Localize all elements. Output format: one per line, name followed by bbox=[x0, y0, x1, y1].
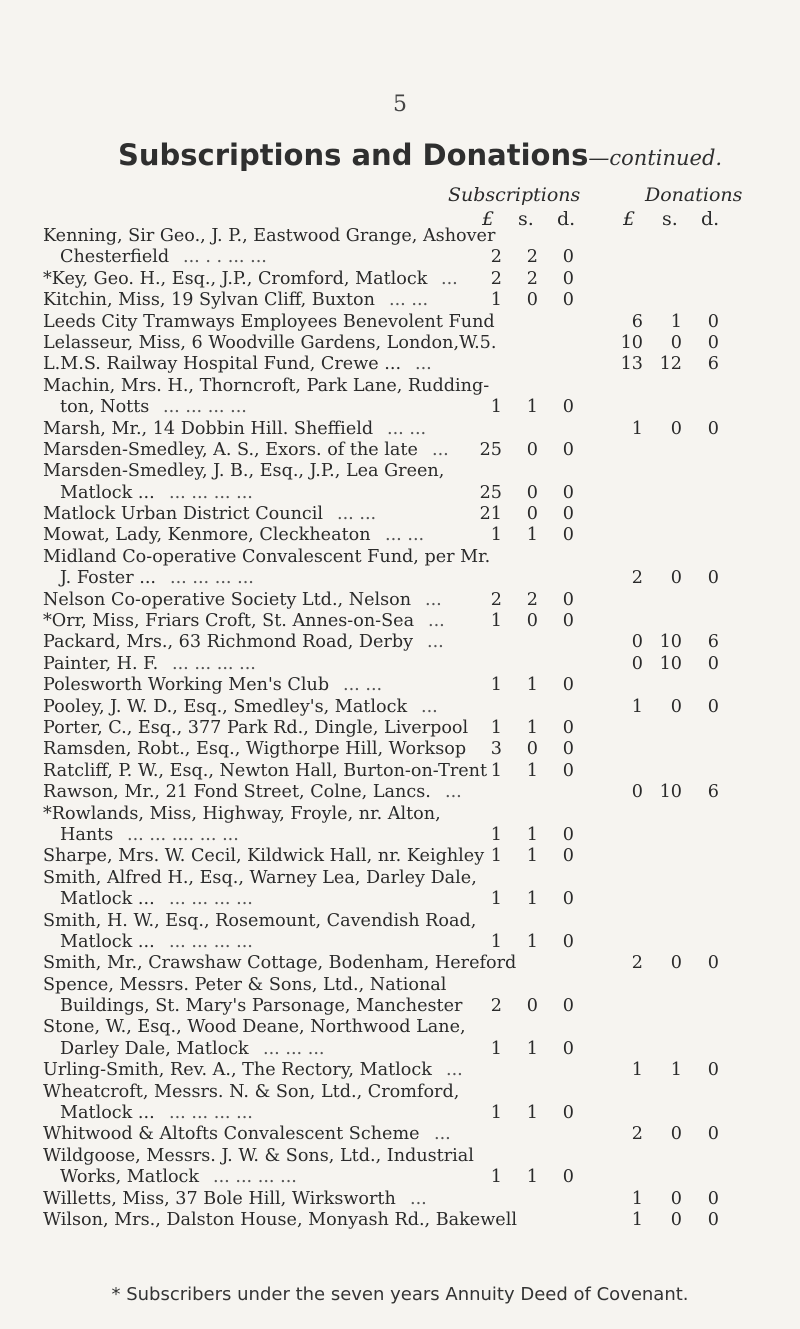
entry-name: Willetts, Miss, 37 Bole Hill, Wirksworth bbox=[43, 1188, 396, 1209]
entry-name: Marsh, Mr., 14 Dobbin Hill. Sheffield bbox=[43, 418, 374, 439]
subscription-pounds: 21 bbox=[479, 504, 502, 525]
entry-name: Kitchin, Miss, 19 Sylvan Cliff, Buxton bbox=[43, 290, 375, 311]
subscription-shillings: 1 bbox=[526, 1038, 538, 1059]
leader-dots: ... ... ... ... bbox=[163, 397, 247, 418]
leader-dots: ... ... bbox=[387, 418, 427, 439]
subscription-pence: 0 bbox=[562, 482, 574, 503]
ledger-row bbox=[0, 868, 800, 889]
donation-shillings: 0 bbox=[670, 1209, 682, 1230]
donation-shillings: 1 bbox=[670, 311, 682, 332]
donation-pounds: 0 bbox=[631, 632, 643, 653]
entry-name: J. Foster ... bbox=[60, 568, 157, 589]
subscription-pounds: 1 bbox=[490, 1103, 502, 1124]
entry-name: Lelasseur, Miss, 6 Woodville Gardens, London,W.5. bbox=[43, 332, 497, 353]
entry-name: Smith, H. W., Esq., Rosemount, Cavendish Road, bbox=[43, 910, 477, 931]
ledger-row bbox=[0, 1017, 800, 1038]
entry-name: Whitwood & Altofts Convalescent Scheme bbox=[43, 1124, 420, 1145]
ledger-row bbox=[0, 547, 800, 568]
subscription-pence: 0 bbox=[562, 889, 574, 910]
donation-pence: 0 bbox=[707, 1209, 719, 1230]
donation-shillings: 0 bbox=[670, 568, 682, 589]
ledger-row bbox=[0, 996, 800, 1017]
leader-dots: ... bbox=[432, 439, 449, 460]
leader-dots: ... bbox=[441, 268, 458, 289]
subscription-pence: 0 bbox=[562, 717, 574, 738]
subscription-pence: 0 bbox=[562, 268, 574, 289]
ledger-row bbox=[0, 911, 800, 932]
entry-name: Matlock ... bbox=[60, 931, 155, 952]
ledger-row bbox=[0, 889, 800, 910]
entry-name: Darley Dale, Matlock bbox=[60, 1038, 249, 1059]
subscription-shillings: 0 bbox=[526, 290, 538, 311]
donation-pounds: 1 bbox=[631, 418, 643, 439]
entry-name: Wildgoose, Messrs. J. W. & Sons, Ltd., Industrial bbox=[43, 1145, 474, 1166]
leader-dots: ... ... ... ... bbox=[170, 568, 254, 589]
donation-shillings: 0 bbox=[670, 332, 682, 353]
leader-dots: ... bbox=[421, 696, 438, 717]
ledger-row bbox=[0, 1060, 800, 1081]
subscription-pence: 0 bbox=[562, 397, 574, 418]
donation-pounds: 2 bbox=[631, 1124, 643, 1145]
entry-name: Ratcliff, P. W., Esq., Newton Hall, Burton-on-Trent bbox=[43, 760, 488, 781]
ledger-row bbox=[0, 1082, 800, 1103]
donation-pounds: 1 bbox=[631, 1188, 643, 1209]
donation-pence: 6 bbox=[707, 782, 719, 803]
subscription-shillings: 2 bbox=[526, 268, 538, 289]
subscription-shillings: 0 bbox=[526, 739, 538, 760]
leader-dots: ... bbox=[410, 1188, 427, 1209]
donation-shillings: 0 bbox=[670, 418, 682, 439]
ledger-row bbox=[0, 1210, 800, 1231]
subscription-pence: 0 bbox=[562, 611, 574, 632]
ledger-row bbox=[0, 718, 800, 739]
subscription-shillings: 1 bbox=[526, 1167, 538, 1188]
subscription-pence: 0 bbox=[562, 290, 574, 311]
entry-name: L.M.S. Railway Hospital Fund, Crewe ... bbox=[43, 354, 402, 375]
ledger-row bbox=[0, 846, 800, 867]
entry-name: Machin, Mrs. H., Thorncroft, Park Lane, Rudding- bbox=[43, 375, 490, 396]
sub-shilling-heading: s. bbox=[518, 208, 534, 230]
leader-dots: ... bbox=[445, 782, 462, 803]
donation-pounds: 1 bbox=[631, 1060, 643, 1081]
subscription-pounds: 25 bbox=[479, 439, 502, 460]
subscription-pounds: 1 bbox=[490, 846, 502, 867]
page-title bbox=[118, 138, 722, 172]
subscription-pence: 0 bbox=[562, 504, 574, 525]
entry-name: Polesworth Working Men's Club bbox=[43, 675, 330, 696]
subscription-pence: 0 bbox=[562, 824, 574, 845]
donation-pence: 6 bbox=[707, 354, 719, 375]
subscription-pounds: 1 bbox=[490, 889, 502, 910]
subscription-pounds: 1 bbox=[490, 397, 502, 418]
ledger-row bbox=[0, 1189, 800, 1210]
donation-pounds: 6 bbox=[631, 311, 643, 332]
donation-shillings: 0 bbox=[670, 1188, 682, 1209]
entry-name: Chesterfield bbox=[60, 247, 170, 268]
subscription-pence: 0 bbox=[562, 1038, 574, 1059]
leader-dots: ... ... bbox=[343, 675, 383, 696]
leader-dots: ... bbox=[434, 1124, 451, 1145]
subscription-pounds: 1 bbox=[490, 717, 502, 738]
entry-name: Midland Co-operative Convalescent Fund, per Mr. bbox=[43, 546, 491, 567]
donation-pounds: 2 bbox=[631, 568, 643, 589]
ledger-row bbox=[0, 504, 800, 525]
entry-name: Spence, Messrs. Peter & Sons, Ltd., National bbox=[43, 974, 447, 995]
subscription-pence: 0 bbox=[562, 1103, 574, 1124]
entry-name: Mowat, Lady, Kenmore, Cleckheaton bbox=[43, 525, 371, 546]
donation-pounds: 0 bbox=[631, 782, 643, 803]
page-title-suffix: —continued. bbox=[588, 146, 723, 170]
subscription-shillings: 0 bbox=[526, 996, 538, 1017]
ledger-row bbox=[0, 611, 800, 632]
subscription-pence: 0 bbox=[562, 846, 574, 867]
subscription-pounds: 1 bbox=[490, 760, 502, 781]
don-pence-heading: d. bbox=[701, 208, 720, 230]
ledger-row bbox=[0, 1039, 800, 1060]
subscription-pounds: 2 bbox=[490, 268, 502, 289]
subscription-shillings: 1 bbox=[526, 397, 538, 418]
ledger-row bbox=[0, 761, 800, 782]
ledger-row bbox=[0, 376, 800, 397]
leader-dots: ... ... ... ... bbox=[169, 931, 253, 952]
page-title-main: Subscriptions and Donations bbox=[118, 138, 589, 172]
subscription-pounds: 1 bbox=[490, 525, 502, 546]
subscription-pence: 0 bbox=[562, 760, 574, 781]
column-headings bbox=[0, 184, 800, 232]
entry-name: Wheatcroft, Messrs. N. & Son, Ltd., Cromford, bbox=[43, 1081, 460, 1102]
entry-name: Matlock ... bbox=[60, 1103, 155, 1124]
subscription-pounds: 1 bbox=[490, 611, 502, 632]
ledger-row bbox=[0, 782, 800, 803]
entry-name: Ramsden, Robt., Esq., Wigthorpe Hill, Worksop bbox=[43, 739, 467, 760]
subscription-shillings: 0 bbox=[526, 482, 538, 503]
donation-pence: 0 bbox=[707, 1124, 719, 1145]
subscription-shillings: 2 bbox=[526, 589, 538, 610]
ledger-row bbox=[0, 1103, 800, 1124]
entry-name: *Rowlands, Miss, Highway, Froyle, nr. Alton, bbox=[43, 803, 441, 824]
ledger-row bbox=[0, 312, 800, 333]
ledger-row bbox=[0, 568, 800, 589]
subscription-pence: 0 bbox=[562, 996, 574, 1017]
leader-dots: ... ... ... ... bbox=[172, 653, 256, 674]
ledger-row bbox=[0, 932, 800, 953]
sub-pence-heading: d. bbox=[557, 208, 576, 230]
donation-shillings: 1 bbox=[670, 1060, 682, 1081]
subscription-shillings: 0 bbox=[526, 611, 538, 632]
donation-pounds: 0 bbox=[631, 653, 643, 674]
leader-dots: ... ... .... ... ... bbox=[127, 824, 239, 845]
entry-name: Buildings, St. Mary's Parsonage, Manchester bbox=[60, 996, 463, 1017]
ledger-row bbox=[0, 525, 800, 546]
entry-name: Stone, W., Esq., Wood Deane, Northwood Lane, bbox=[43, 1017, 466, 1038]
ledger-row bbox=[0, 1124, 800, 1145]
subscription-pounds: 3 bbox=[490, 739, 502, 760]
leader-dots: ... ... ... ... bbox=[169, 889, 253, 910]
subscription-pounds: 2 bbox=[490, 996, 502, 1017]
don-pound-heading: £ bbox=[623, 208, 636, 230]
ledger-row bbox=[0, 675, 800, 696]
subscription-pence: 0 bbox=[562, 439, 574, 460]
ledger-row bbox=[0, 590, 800, 611]
ledger-row bbox=[0, 247, 800, 268]
donation-shillings: 0 bbox=[670, 696, 682, 717]
ledger-row bbox=[0, 825, 800, 846]
entry-name: Nelson Co-operative Society Ltd., Nelson bbox=[43, 589, 412, 610]
donation-pence: 0 bbox=[707, 311, 719, 332]
ledger-row bbox=[0, 226, 800, 247]
entry-name: Packard, Mrs., 63 Richmond Road, Derby bbox=[43, 632, 414, 653]
donation-pence: 0 bbox=[707, 568, 719, 589]
subscription-pounds: 1 bbox=[490, 824, 502, 845]
donation-pounds: 13 bbox=[620, 354, 643, 375]
ledger-row bbox=[0, 333, 800, 354]
entry-name: Hants bbox=[60, 824, 114, 845]
ledger-row bbox=[0, 397, 800, 418]
ledger-row bbox=[0, 269, 800, 290]
donation-pence: 0 bbox=[707, 418, 719, 439]
ledger bbox=[0, 226, 800, 1231]
entry-name: *Orr, Miss, Friars Croft, St. Annes-on-Sea bbox=[43, 611, 415, 632]
ledger-row bbox=[0, 953, 800, 974]
donation-pence: 6 bbox=[707, 632, 719, 653]
entry-name: Painter, H. F. bbox=[43, 653, 159, 674]
leader-dots: ... bbox=[428, 611, 445, 632]
ledger-row bbox=[0, 419, 800, 440]
donation-shillings: 10 bbox=[659, 653, 682, 674]
subscription-pounds: 1 bbox=[490, 675, 502, 696]
subscription-pounds: 2 bbox=[490, 247, 502, 268]
leader-dots: ... ... bbox=[385, 525, 425, 546]
ledger-row bbox=[0, 483, 800, 504]
subscription-pence: 0 bbox=[562, 739, 574, 760]
subscription-shillings: 1 bbox=[526, 889, 538, 910]
donation-pence: 0 bbox=[707, 953, 719, 974]
donation-pounds: 10 bbox=[620, 332, 643, 353]
leader-dots: ... . . ... ... bbox=[183, 247, 267, 268]
subscriptions-heading: Subscriptions bbox=[448, 184, 581, 206]
entry-name: Matlock ... bbox=[60, 482, 155, 503]
leader-dots: ... ... bbox=[389, 290, 429, 311]
subscription-shillings: 1 bbox=[526, 846, 538, 867]
donation-pence: 0 bbox=[707, 696, 719, 717]
entry-name: Works, Matlock bbox=[60, 1167, 200, 1188]
leader-dots: ... bbox=[427, 632, 444, 653]
subscription-shillings: 1 bbox=[526, 931, 538, 952]
subscription-pence: 0 bbox=[562, 931, 574, 952]
subscription-pence: 0 bbox=[562, 589, 574, 610]
donation-pence: 0 bbox=[707, 653, 719, 674]
leader-dots: ... ... ... ... bbox=[169, 1103, 253, 1124]
donation-shillings: 10 bbox=[659, 632, 682, 653]
ledger-row bbox=[0, 1146, 800, 1167]
entry-name: Matlock Urban District Council bbox=[43, 504, 324, 525]
ledger-row bbox=[0, 632, 800, 653]
entry-name: Matlock ... bbox=[60, 889, 155, 910]
donation-pounds: 1 bbox=[631, 1209, 643, 1230]
donation-pence: 0 bbox=[707, 332, 719, 353]
ledger-row bbox=[0, 697, 800, 718]
leader-dots: ... ... ... ... bbox=[213, 1167, 297, 1188]
donation-shillings: 0 bbox=[670, 1124, 682, 1145]
subscription-pounds: 1 bbox=[490, 1038, 502, 1059]
subscription-shillings: 1 bbox=[526, 675, 538, 696]
ledger-row bbox=[0, 461, 800, 482]
donations-heading: Donations bbox=[645, 184, 743, 206]
leader-dots: ... bbox=[446, 1060, 463, 1081]
footnote: * Subscribers under the seven years Annuity Deed of Covenant. bbox=[111, 1284, 689, 1305]
donation-shillings: 12 bbox=[659, 354, 682, 375]
subscription-shillings: 1 bbox=[526, 760, 538, 781]
entry-name: Leeds City Tramways Employees Benevolent Fund bbox=[43, 311, 495, 332]
subscription-pounds: 25 bbox=[479, 482, 502, 503]
subscription-shillings: 0 bbox=[526, 504, 538, 525]
entry-name: *Key, Geo. H., Esq., J.P., Cromford, Matlock bbox=[43, 268, 428, 289]
ledger-row bbox=[0, 739, 800, 760]
leader-dots: ... ... ... ... bbox=[169, 482, 253, 503]
entry-name: Rawson, Mr., 21 Fond Street, Colne, Lancs. bbox=[43, 782, 431, 803]
entry-name: Marsden-Smedley, J. B., Esq., J.P., Lea Green, bbox=[43, 461, 445, 482]
leader-dots: ... bbox=[415, 354, 432, 375]
entry-name: ton, Notts bbox=[60, 397, 150, 418]
ledger-row bbox=[0, 440, 800, 461]
ledger-row bbox=[0, 654, 800, 675]
subscription-shillings: 1 bbox=[526, 1103, 538, 1124]
subscription-shillings: 0 bbox=[526, 439, 538, 460]
subscription-pence: 0 bbox=[562, 675, 574, 696]
subscription-shillings: 1 bbox=[526, 525, 538, 546]
sub-pound-heading: £ bbox=[482, 208, 495, 230]
entry-name: Smith, Alfred H., Esq., Warney Lea, Darley Dale, bbox=[43, 867, 477, 888]
donation-pence: 0 bbox=[707, 1060, 719, 1081]
entry-name: Porter, C., Esq., 377 Park Rd., Dingle, Liverpool bbox=[43, 717, 469, 738]
ledger-row bbox=[0, 354, 800, 375]
donation-shillings: 0 bbox=[670, 953, 682, 974]
entry-name: Kenning, Sir Geo., J. P., Eastwood Grange, Ashover bbox=[43, 226, 496, 246]
donation-pounds: 2 bbox=[631, 953, 643, 974]
ledger-row bbox=[0, 1167, 800, 1188]
leader-dots: ... ... bbox=[337, 504, 377, 525]
subscription-shillings: 2 bbox=[526, 247, 538, 268]
entry-name: Urling-Smith, Rev. A., The Rectory, Matlock bbox=[43, 1060, 432, 1081]
subscription-pence: 0 bbox=[562, 525, 574, 546]
subscription-pounds: 2 bbox=[490, 589, 502, 610]
ledger-row bbox=[0, 804, 800, 825]
subscription-pounds: 1 bbox=[490, 1167, 502, 1188]
entry-name: Marsden-Smedley, A. S., Exors. of the late bbox=[43, 439, 418, 460]
donation-shillings: 10 bbox=[659, 782, 682, 803]
subscription-shillings: 1 bbox=[526, 824, 538, 845]
entry-name: Sharpe, Mrs. W. Cecil, Kildwick Hall, nr. Keighley bbox=[43, 846, 485, 867]
ledger-row bbox=[0, 975, 800, 996]
leader-dots: ... ... ... bbox=[263, 1038, 325, 1059]
subscription-pence: 0 bbox=[562, 1167, 574, 1188]
subscription-pence: 0 bbox=[562, 247, 574, 268]
subscription-pounds: 1 bbox=[490, 290, 502, 311]
page-number: 5 bbox=[393, 92, 407, 117]
donation-pence: 0 bbox=[707, 1188, 719, 1209]
donation-pounds: 1 bbox=[631, 696, 643, 717]
subscription-shillings: 1 bbox=[526, 717, 538, 738]
leader-dots: ... bbox=[425, 589, 442, 610]
entry-name: Smith, Mr., Crawshaw Cottage, Bodenham, Hereford bbox=[43, 953, 517, 974]
entry-name: Pooley, J. W. D., Esq., Smedley's, Matlock bbox=[43, 696, 408, 717]
subscription-pounds: 1 bbox=[490, 931, 502, 952]
entry-name: Wilson, Mrs., Dalston House, Monyash Rd., Bakewell bbox=[43, 1209, 517, 1230]
don-shilling-heading: s. bbox=[662, 208, 678, 230]
ledger-row bbox=[0, 290, 800, 311]
